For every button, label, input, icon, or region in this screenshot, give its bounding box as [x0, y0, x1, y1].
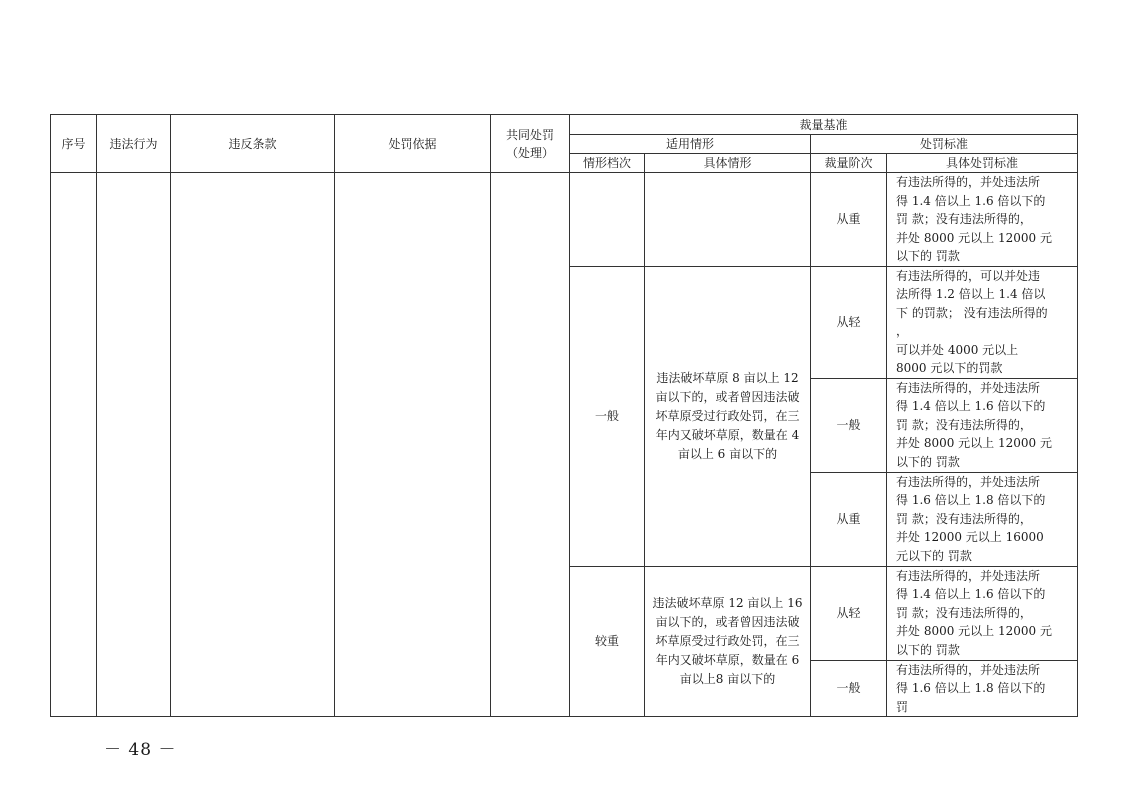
- header-applicable: 适用情形: [570, 135, 811, 154]
- header-joint-line1: 共同处罚: [505, 127, 554, 142]
- cell-detail-heavy: 违法破坏草原 12 亩以上 16 亩以下的，或者曾因违法破坏草原受过行政处罚，在三年内又破坏草原，数量在 6 亩以上8 亩以下的: [645, 566, 811, 717]
- penalty-discretion-table: [50, 114, 1078, 717]
- cell-grade-general: 一般: [570, 266, 645, 566]
- page-number: － 48 －: [104, 740, 177, 760]
- cell-basis: [335, 173, 491, 717]
- header-seq: 序号: [51, 115, 97, 173]
- cell-level: 从轻: [811, 566, 887, 660]
- header-basis: 处罚依据: [335, 115, 491, 173]
- cell-detail-prev: [645, 173, 811, 267]
- cell-grade-prev: [570, 173, 645, 267]
- cell-level: 一般: [811, 378, 887, 472]
- cell-level: 从轻: [811, 266, 887, 378]
- cell-grade-heavy: 较重: [570, 566, 645, 717]
- cell-standard: 有违法所得的，并处违法所 得 1.4 倍以上 1.6 倍以下的 罚 款；没有违法所得的， 并处 8000 元以上 12000 元 以下的 罚款: [887, 173, 1078, 267]
- cell-joint: [491, 173, 570, 717]
- cell-standard: 有违法所得的，并处违法所 得 1.6 倍以上 1.8 倍以下的 罚 款；没有违法所得的， 并处 12000 元以上 16000 元以下的 罚款: [887, 472, 1078, 566]
- cell-detail-general: 违法破坏草原 8 亩以上 12 亩以下的，或者曾因违法破坏草原受过行政处罚，在三年内又破坏草原，数量在 4 亩以上 6 亩以下的: [645, 266, 811, 566]
- header-discretion: 裁量基准: [570, 115, 1078, 135]
- cell-level: 从重: [811, 472, 887, 566]
- header-detail: 具体情形: [645, 154, 811, 173]
- header-standard: 处罚标准: [811, 135, 1078, 154]
- header-joint-line2: （处理）: [505, 145, 554, 160]
- header-specific-standard: 具体处罚标准: [887, 154, 1078, 173]
- header-grade: 情形档次: [570, 154, 645, 173]
- cell-level: 一般: [811, 660, 887, 717]
- header-level: 裁量阶次: [811, 154, 887, 173]
- cell-seq: [51, 173, 97, 717]
- header-violation: 违法行为: [97, 115, 171, 173]
- cell-clause: [171, 173, 335, 717]
- header-joint-penalty: [491, 115, 570, 173]
- cell-level: 从重: [811, 173, 887, 267]
- header-clause: 违反条款: [171, 115, 335, 173]
- cell-standard: 有违法所得的，并处违法所 得 1.6 倍以上 1.8 倍以下的 罚: [887, 660, 1078, 717]
- cell-standard: 有违法所得的，可以并处违 法所得 1.2 倍以上 1.4 倍以 下 的罚款； 没有违法所得的 ， 可以并处 4000 元以上 8000 元以下的罚款: [887, 266, 1078, 378]
- cell-standard: 有违法所得的，并处违法所 得 1.4 倍以上 1.6 倍以下的 罚 款；没有违法所得的， 并处 8000 元以上 12000 元 以下的 罚款: [887, 566, 1078, 660]
- cell-standard: 有违法所得的，并处违法所 得 1.4 倍以上 1.6 倍以下的 罚 款；没有违法所得的， 并处 8000 元以上 12000 元 以下的 罚款: [887, 378, 1078, 472]
- cell-violation: [97, 173, 171, 717]
